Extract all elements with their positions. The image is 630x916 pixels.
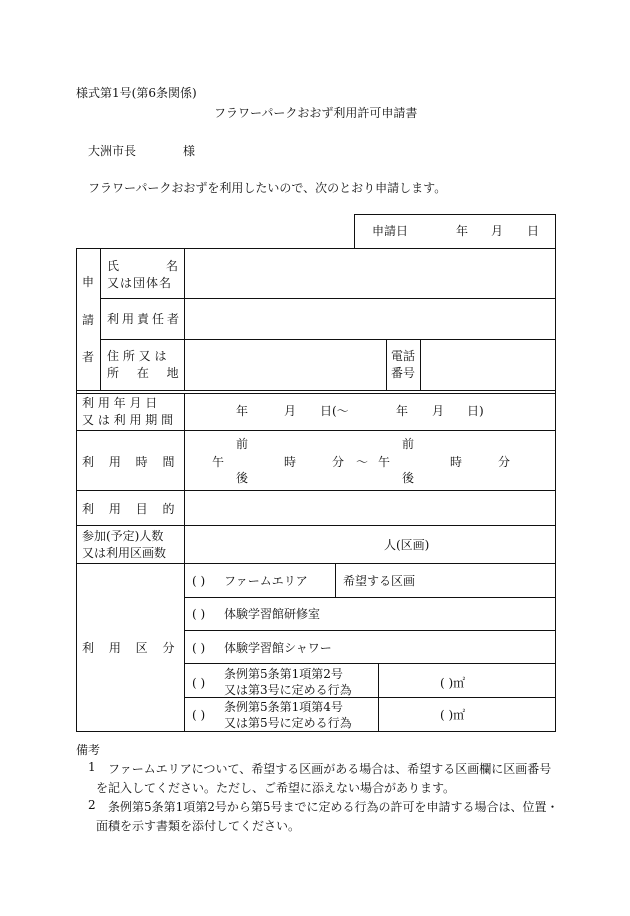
phone-label-1: 電話: [391, 349, 416, 363]
addressee: 大洲市長: [88, 144, 137, 158]
date-month: 月: [491, 224, 504, 238]
table-bottom: [76, 731, 556, 732]
note-1-number: 1: [88, 760, 96, 774]
shower-label: 体験学習館シャワー: [224, 641, 332, 655]
date-year: 年: [456, 224, 469, 238]
phone-divider-right: [420, 339, 421, 390]
usage-date-y2: 年: [396, 404, 409, 418]
address-label-1: 住 所 又 は: [107, 349, 167, 363]
row-line-purpose: [76, 525, 556, 526]
row-line-act1: [184, 697, 556, 698]
act2-line1: 条例第5条第1項第4号: [224, 700, 343, 714]
applicant-side-1: 申: [82, 275, 95, 289]
usage-time-am2: 前: [402, 437, 415, 451]
form-number: 様式第1号(第6条関係): [76, 86, 197, 100]
desired-plot-label: 希望する区画: [343, 574, 416, 588]
category-label: 利 用 区 分: [82, 641, 175, 655]
act2-paren: ( ): [192, 708, 206, 722]
notes-heading: 備考: [76, 743, 101, 757]
farm-area-paren: ( ): [192, 574, 206, 588]
manager-label: 利用責任者: [107, 312, 183, 326]
training-room-paren: ( ): [192, 607, 206, 621]
usage-time-hour1: 時: [284, 455, 297, 469]
date-box-top: [354, 214, 556, 215]
usage-date-label-2: 又 は 利 用 期 間: [82, 413, 174, 427]
usage-time-am1: 前: [236, 437, 249, 451]
usage-time-hour2: 時: [450, 455, 463, 469]
farm-area-divider: [335, 563, 336, 597]
double-line-1b: [76, 393, 556, 394]
date-box-left: [354, 214, 355, 248]
usage-time-tilde: 〜: [356, 455, 369, 469]
address-label-2: 所 在 地: [107, 366, 179, 380]
name-label-2: 又は団体名: [107, 276, 173, 290]
name-label-1b: 名: [166, 259, 179, 273]
usage-date-d1: 日(〜: [320, 404, 349, 418]
double-line-1a: [76, 390, 556, 391]
participants-label-1: 参加(予定)人数: [82, 529, 164, 543]
phone-label-2: 番号: [391, 366, 416, 380]
note-2-line-1: 条例第5条第1項第2号から第5号までに定める行為の許可を申請する場合は、位置・: [108, 800, 559, 814]
date-box-right: [555, 214, 556, 248]
training-room-label: 体験学習館研修室: [224, 607, 321, 621]
applicant-side-3: 者: [82, 350, 95, 364]
row-line-usage-time: [76, 490, 556, 491]
row-line-farm: [184, 597, 556, 598]
usage-time-min2: 分: [498, 455, 511, 469]
participants-label-2: 又は利用区画数: [82, 546, 167, 560]
phone-divider-left: [386, 339, 387, 390]
date-day: 日: [527, 224, 540, 238]
purpose-label: 利 用 目 的: [82, 502, 175, 516]
shower-paren: ( ): [192, 641, 206, 655]
usage-time-label: 利 用 時 間: [82, 455, 175, 469]
usage-time-pm2: 後: [402, 471, 415, 485]
usage-time-noon2: 午: [378, 455, 391, 469]
usage-time-pm1: 後: [236, 471, 249, 485]
usage-date-y1: 年: [236, 404, 249, 418]
act1-line2: 又は第3号に定める行為: [224, 683, 352, 697]
note-1-line-2: を記入してください。ただし、ご希望に添えない場合があります。: [96, 781, 456, 795]
act2-area: ( )㎡: [440, 708, 466, 722]
note-1-line-1: ファームエリアについて、希望する区画がある場合は、希望する区画欄に区画番号: [108, 762, 552, 776]
honorific: 様: [183, 144, 196, 158]
participants-unit: 人(区画): [384, 538, 430, 552]
row-line-manager: [100, 339, 556, 340]
usage-date-m1: 月: [284, 404, 297, 418]
usage-date-d2: 日): [467, 404, 484, 418]
intro-text: フラワーパークおおずを利用したいので、次のとおり申請します。: [88, 181, 447, 195]
note-2-line-2: 面積を示す書類を添付してください。: [96, 819, 301, 833]
act2-line2: 又は第5号に定める行為: [224, 716, 352, 730]
name-label-1a: 氏: [107, 259, 120, 273]
act1-area: ( )㎡: [440, 676, 466, 690]
note-2-number: 2: [88, 798, 96, 812]
date-label: 申請日: [372, 224, 409, 238]
usage-time-min1: 分: [332, 455, 345, 469]
row-line-usage-date: [76, 430, 556, 431]
row-line-participants: [76, 563, 556, 564]
farm-area-label: ファームエリア: [224, 574, 308, 588]
usage-time-noon1: 午: [212, 455, 225, 469]
row-line-shower: [184, 663, 556, 664]
form-title: フラワーパークおおず利用許可申請書: [214, 106, 418, 120]
usage-date-label-1: 利 用 年 月 日: [82, 396, 158, 410]
table-top: [76, 248, 556, 249]
act1-paren: ( ): [192, 676, 206, 690]
row-line-training: [184, 630, 556, 631]
row-line-name: [100, 298, 556, 299]
applicant-side-divider: [100, 248, 101, 390]
usage-date-m2: 月: [432, 404, 445, 418]
applicant-label-divider: [184, 248, 185, 390]
applicant-side-2: 請: [82, 313, 95, 327]
act1-line1: 条例第5条第1項第2号: [224, 667, 343, 681]
